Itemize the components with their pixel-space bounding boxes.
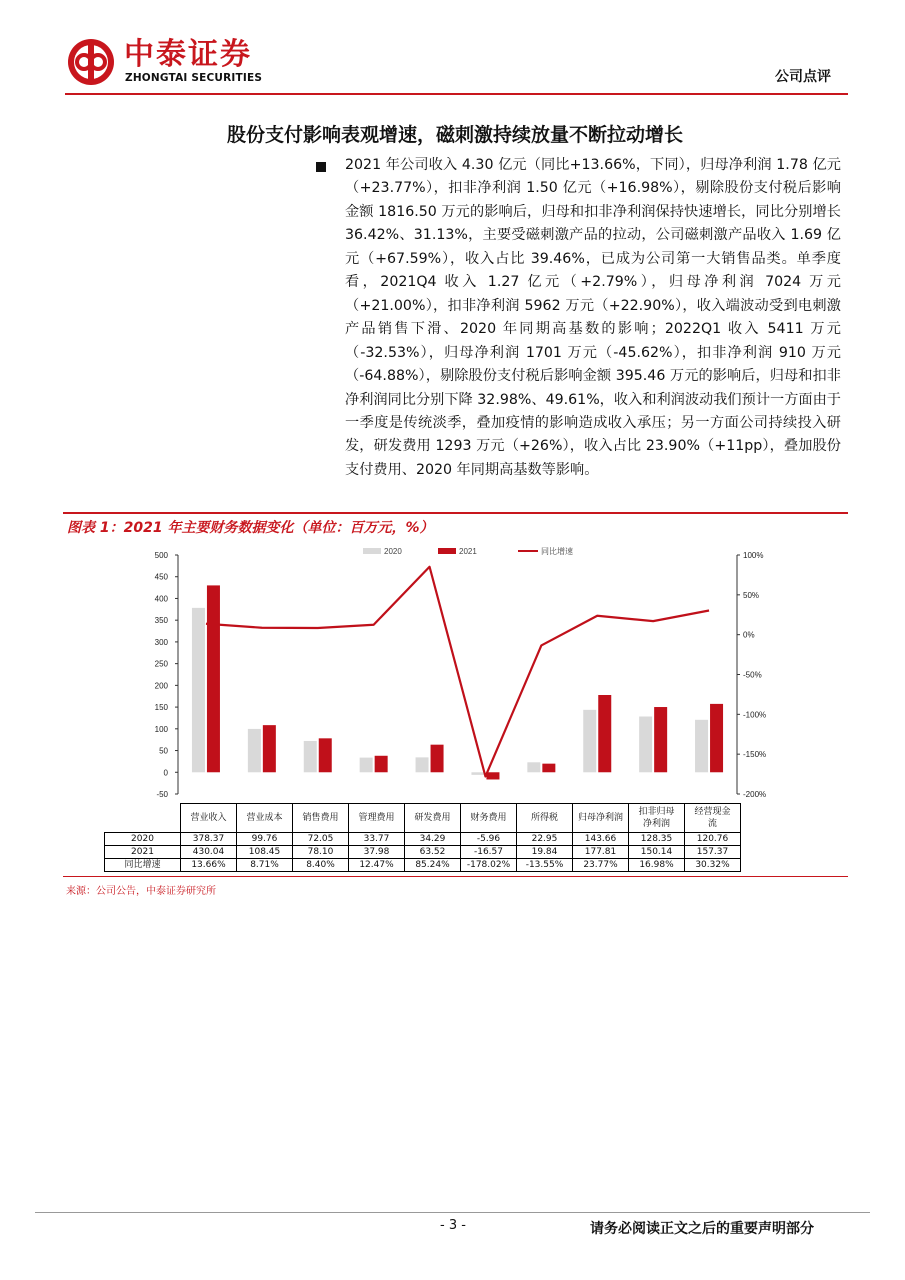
logo-chinese-name: 中泰证券 bbox=[124, 37, 252, 72]
table-header-cell: 扣非归母 净利润 bbox=[629, 804, 685, 833]
figure-bottom-rule bbox=[63, 876, 848, 877]
bar-2021-4 bbox=[431, 745, 444, 773]
figure-top-rule bbox=[63, 512, 848, 514]
bar-2020-3 bbox=[360, 758, 373, 773]
right-tick-label: -50% bbox=[743, 670, 762, 680]
bar-2020-5 bbox=[471, 772, 484, 775]
table-cell: 34.29 bbox=[405, 833, 461, 846]
bar-2021-9 bbox=[710, 704, 723, 772]
table-row bbox=[105, 846, 741, 859]
bar-2020-1 bbox=[248, 729, 261, 772]
bar-2020-0 bbox=[192, 608, 205, 772]
table-cell: 85.24% bbox=[405, 859, 461, 872]
right-tick-label: -200% bbox=[743, 790, 767, 799]
growth-line bbox=[206, 567, 709, 777]
left-tick-label: 250 bbox=[154, 659, 168, 669]
table-cell: 128.35 bbox=[629, 833, 685, 846]
left-tick-label: 50 bbox=[159, 746, 168, 756]
legend-swatch-2021 bbox=[438, 548, 456, 554]
right-tick-label: -150% bbox=[743, 750, 767, 760]
table-header-cell: 所得税 bbox=[517, 804, 573, 833]
table-cell: 143.66 bbox=[573, 833, 629, 846]
footer-divider bbox=[35, 1212, 870, 1213]
left-tick-label: 500 bbox=[154, 551, 168, 560]
table-cell: 63.52 bbox=[405, 846, 461, 859]
left-tick-label: 200 bbox=[154, 681, 168, 691]
table-row-label: 2020 bbox=[105, 833, 181, 846]
left-tick-label: 0 bbox=[163, 768, 168, 778]
body-paragraph: 2021 年公司收入 4.30 亿元（同比+13.66%，下同），归母净利润 1.78 亿元（+23.77%），扣非净利润 1.50 亿元（+16.98%），剔除股份支付税后影响金额 1816.50 万元的影响后，归母和扣非净利润保持快速增长，同比分别增长 36.42%、31.13%，主要受磁刺激产品的拉动，公司磁刺激产品收入 1.69 亿元（+67.59%），收入占比 39.46%，已成为公司第一大销售品类。单季度看，2021Q4 收入 1.27 亿元（+2.79%），归母净利润 7024 万元（+21.00%），扣非净利润 5962 万元（+22.90%），收入端波动受到电刺激产品销售下滑、2020 年同期高基数的影响；2022Q1 收入 5411 万元（-32.53%），归母净利润 1701 万元（-45.62%），扣非净利润 910 万元（-64.88%），剔除股份支付税后影响金额 395.46 万元的影响后，归母和扣非净利润同比分别下降 32.98%、49.61%，收入和利润波动我们预计一方面由于一季度是传统淡季，叠加疫情的影响造成收入承压；另一方面公司持续投入研发，研发费用 1293 万元（+26%），收入占比 23.90%（+11pp），叠加股份支付费用、2020 年同期高基数等影响。 bbox=[345, 157, 841, 478]
footer-disclaimer: 请务必阅读正文之后的重要声明部分 bbox=[590, 1221, 814, 1237]
table-cell: 120.76 bbox=[685, 833, 741, 846]
figure-source: 来源：公司公告，中泰证券研究所 bbox=[66, 886, 216, 897]
bullet-square-icon bbox=[316, 162, 326, 172]
section-title: 股份支付影响表观增速，磁刺激持续放量不断拉动增长 bbox=[226, 124, 683, 146]
table-cell: -16.57 bbox=[461, 846, 517, 859]
table-cell: 78.10 bbox=[293, 846, 349, 859]
bar-2021-8 bbox=[654, 707, 667, 772]
report-type-label: 公司点评 bbox=[775, 69, 831, 85]
bar-2020-8 bbox=[639, 716, 652, 772]
left-tick-label: 150 bbox=[154, 703, 168, 713]
right-tick-label: 50% bbox=[743, 590, 760, 600]
table-cell: -5.96 bbox=[461, 833, 517, 846]
bar-2021-2 bbox=[319, 738, 332, 772]
bar-2021-3 bbox=[375, 756, 388, 773]
left-tick-label: -50 bbox=[156, 790, 168, 799]
table-cell: 430.04 bbox=[181, 846, 237, 859]
data-table bbox=[104, 803, 741, 872]
table-cell: 33.77 bbox=[349, 833, 405, 846]
left-tick-label: 450 bbox=[154, 572, 168, 582]
company-logo-icon bbox=[67, 38, 115, 86]
table-cell: 378.37 bbox=[181, 833, 237, 846]
legend-label-2020: 2020 bbox=[384, 547, 402, 556]
table-cell: -178.02% bbox=[461, 859, 517, 872]
table-cell: 157.37 bbox=[685, 846, 741, 859]
left-tick-label: 400 bbox=[154, 594, 168, 604]
table-cell: 8.71% bbox=[237, 859, 293, 872]
bar-2021-1 bbox=[263, 725, 276, 772]
table-row-label: 2021 bbox=[105, 846, 181, 859]
legend-label-line: 同比增速 bbox=[541, 547, 573, 556]
table-cell: 30.32% bbox=[685, 859, 741, 872]
right-tick-label: 0% bbox=[743, 630, 755, 640]
table-cell: 16.98% bbox=[629, 859, 685, 872]
bar-2020-9 bbox=[695, 720, 708, 772]
table-cell: 12.47% bbox=[349, 859, 405, 872]
table-cell: 23.77% bbox=[573, 859, 629, 872]
bar-2021-5 bbox=[486, 772, 499, 779]
table-header-cell: 销售费用 bbox=[293, 804, 349, 833]
table-cell: 22.95 bbox=[517, 833, 573, 846]
left-tick-label: 350 bbox=[154, 616, 168, 626]
table-cell: 13.66% bbox=[181, 859, 237, 872]
left-tick-label: 100 bbox=[154, 724, 168, 734]
table-header-cell: 管理费用 bbox=[349, 804, 405, 833]
bar-2020-6 bbox=[527, 762, 540, 772]
table-header-cell: 归母净利润 bbox=[573, 804, 629, 833]
bar-2020-7 bbox=[583, 710, 596, 772]
header-divider bbox=[65, 93, 848, 95]
financial-chart bbox=[120, 540, 780, 802]
table-cell: 72.05 bbox=[293, 833, 349, 846]
left-tick-label: 300 bbox=[154, 637, 168, 647]
table-cell: 19.84 bbox=[517, 846, 573, 859]
table-header-cell: 经营现金 流 bbox=[685, 804, 741, 833]
table-corner bbox=[105, 804, 181, 833]
bar-2021-6 bbox=[542, 764, 555, 773]
right-tick-label: -100% bbox=[743, 710, 767, 720]
bar-2021-0 bbox=[207, 585, 220, 772]
table-row bbox=[105, 833, 741, 846]
legend-label-2021: 2021 bbox=[459, 547, 477, 556]
table-cell: 37.98 bbox=[349, 846, 405, 859]
table-header-cell: 研发费用 bbox=[405, 804, 461, 833]
bar-2020-2 bbox=[304, 741, 317, 772]
figure-title: 图表 1：2021 年主要财务数据变化（单位：百万元，%） bbox=[67, 520, 434, 536]
table-cell: 99.76 bbox=[237, 833, 293, 846]
table-cell: 177.81 bbox=[573, 846, 629, 859]
page-number: - 3 - bbox=[440, 1218, 466, 1233]
table-header-cell: 营业收入 bbox=[181, 804, 237, 833]
table-header-cell: 营业成本 bbox=[237, 804, 293, 833]
table-cell: 150.14 bbox=[629, 846, 685, 859]
legend-swatch-2020 bbox=[363, 548, 381, 554]
right-tick-label: 100% bbox=[743, 551, 764, 560]
table-cell: 8.40% bbox=[293, 859, 349, 872]
table-row bbox=[105, 859, 741, 872]
table-cell: 108.45 bbox=[237, 846, 293, 859]
bar-2020-4 bbox=[416, 757, 429, 772]
bar-2021-7 bbox=[598, 695, 611, 772]
table-cell: -13.55% bbox=[517, 859, 573, 872]
logo-english-name: ZHONGTAI SECURITIES bbox=[125, 72, 263, 84]
table-header-cell: 财务费用 bbox=[461, 804, 517, 833]
table-row-label: 同比增速 bbox=[105, 859, 181, 872]
